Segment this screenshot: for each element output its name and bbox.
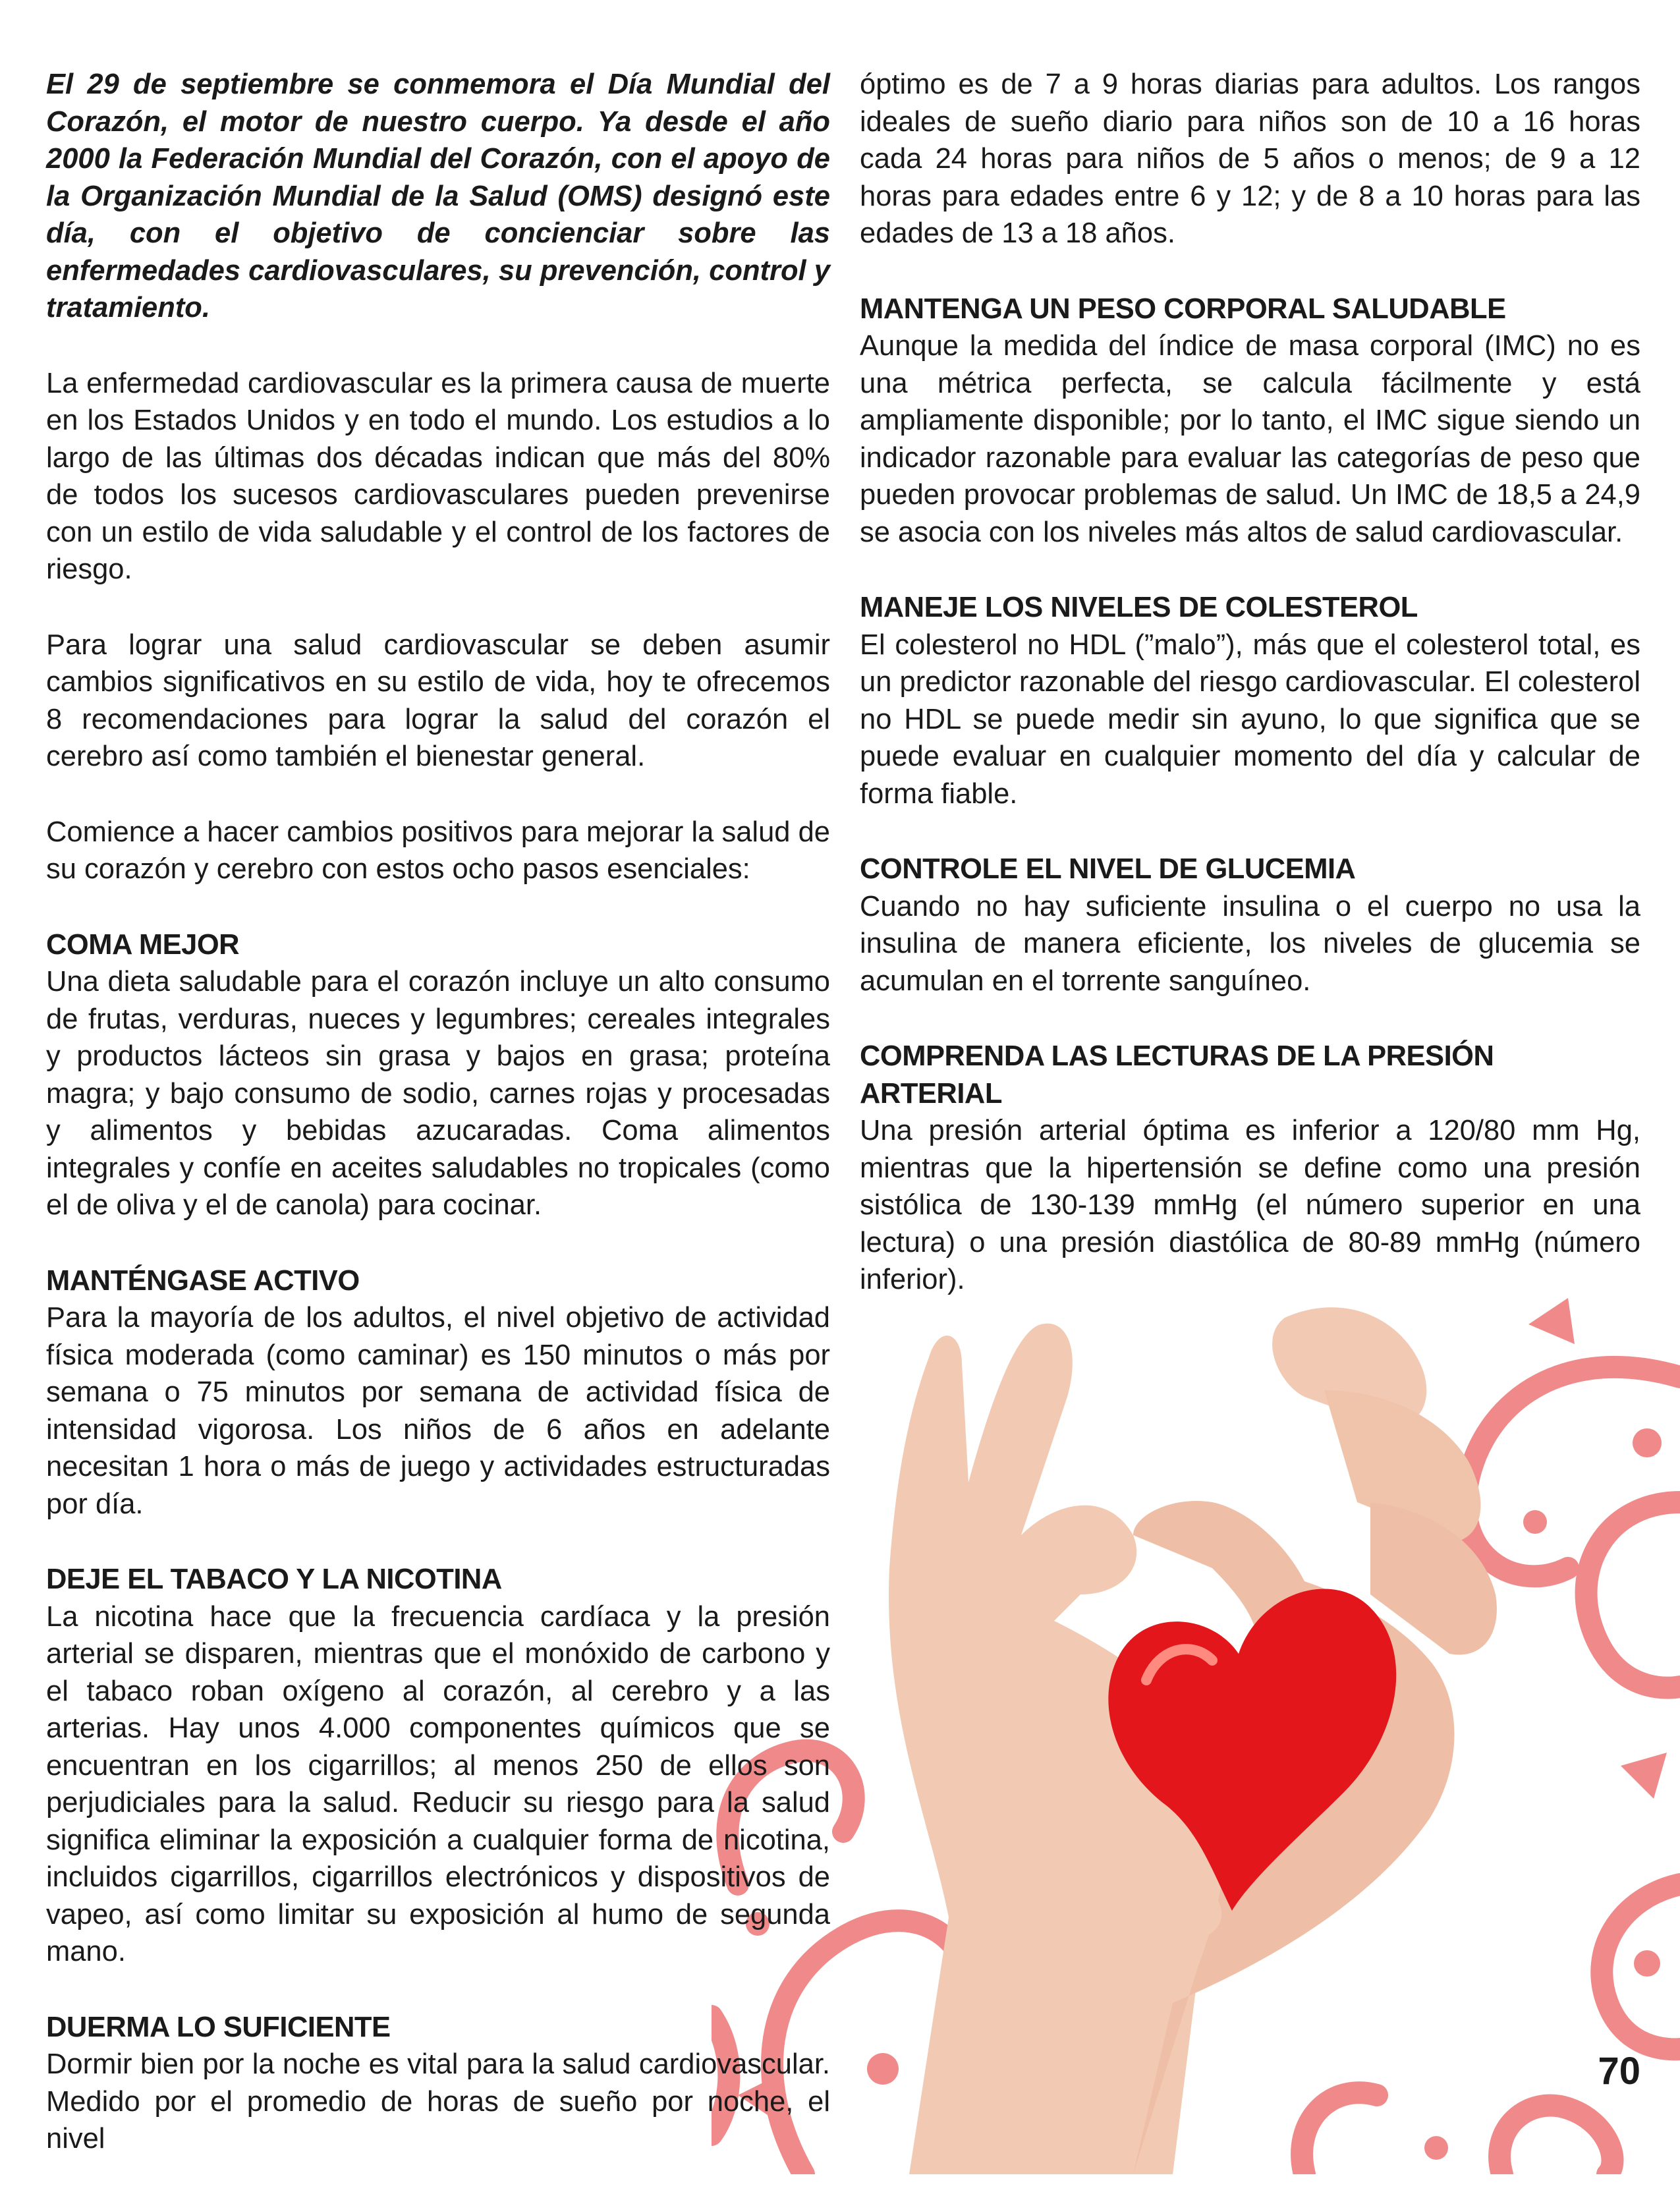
section-body: Para la mayoría de los adultos, el nivel objetivo de actividad física moderada (como caminar) es 150 minutos o más por semana o 75 minutos por semana de actividad física de intensidad vigorosa. Los niños de 6 años en adelante necesitan 1 hora o más de juego y actividades estructuradas por día. (46, 1302, 830, 1520)
section-coma-mejor (46, 926, 830, 1224)
section-mantengase-activo (46, 1262, 830, 1523)
section-body: Una dieta saludable para el corazón incluye un alto consumo de frutas, verduras, nueces y legumbres; cereales integrales y productos lácteos sin grasa y bajos en grasa; proteína magra; y bajo consumo de sodio, carnes rojas y procesadas y alimentos y bebidas azucaradas. Coma alimentos integrales y confíe en aceites saludables no tropicales (como el de oliva y el de canola) para cocinar. (46, 966, 830, 1221)
section-presion-arterial (860, 1038, 1640, 1299)
hands-holding-heart-illustration (712, 1225, 1680, 2174)
section-deje-el-tabaco (46, 1561, 830, 1971)
continuation-paragraph: óptimo es de 7 a 9 horas diarias para adultos. Los rangos ideales de sueño diario para niños son de 10 a 16 horas cada 24 horas para niños de 5 años o menos; de 9 a 12 horas para edades entre 6 y 12; y de 8 a 10 horas para las edades de 13 a 18 años. (860, 69, 1640, 249)
right-column (860, 66, 1640, 1337)
section-body: Aunque la medida del índice de masa corporal (IMC) no es una métrica perfecta, se calcula fácilmente y está ampliamente disponible; por lo tanto, el IMC sigue siendo un indicador razonable para evaluar las categorías de peso que pueden provocar problemas de salud. Un IMC de 18,5 a 24,9 se asocia con los niveles más altos de salud cardiovascular. (860, 330, 1640, 548)
section-colesterol (860, 589, 1640, 812)
intro-paragraph: El 29 de septiembre se conmemora el Día Mundial del Corazón, el motor de nuestro cuerpo. Ya desde el año 2000 la Federación Mundial del Corazón, con el apoyo de la Organización Mundial de la Salud (OMS) designó este día, con el objetivo de concienciar sobre las enfermedades cardiovasculares, su prevención, control y tratamiento. (46, 69, 830, 324)
section-heading: MANEJE LOS NIVELES DE COLESTEROL (860, 592, 1418, 623)
section-body: Una presión arterial óptima es inferior a 120/80 mm Hg, mientras que la hipertensión se define como una presión sistólica de 130-139 mmHg (el número superior en una lectura) o una presión diastólica de 80-89 mmHg (número inferior). (860, 1115, 1640, 1295)
section-heading: MANTENGA UN PESO CORPORAL SALUDABLE (860, 293, 1506, 325)
section-duerma-lo-suficiente (46, 2009, 830, 2158)
section-body: La nicotina hace que la frecuencia cardíaca y la presión arterial se disparen, mientras que el monóxido de carbono y el tabaco roban oxígeno al corazón, al cerebro y a las arterias. Hay unos 4.000 componentes químicos que se encuentran en los cigarrillos; al menos 250 de ellos son perjudiciales para la salud. Reducir su riesgo para la salud significa eliminar la exposición a cualquier forma de nicotina, incluidos cigarrillos, cigarrillos electrónicos y dispositivos de vapeo, así como limitar su exposición al humo de segunda mano. (46, 1600, 830, 1967)
page-number: 70 (1598, 2050, 1640, 2093)
paragraph: Comience a hacer cambios positivos para mejorar la salud de su corazón y cerebro con estos ocho pasos esenciales: (46, 816, 830, 885)
paragraph: La enfermedad cardiovascular es la primera causa de muerte en los Estados Unidos y en todo el mundo. Los estudios a lo largo de las últimas dos décadas indican que más del 80% de todos los sucesos cardiovasculares pueden prevenirse con un estilo de vida saludable y el control de los factores de riesgo. (46, 367, 830, 585)
section-heading: MANTÉNGASE ACTIVO (46, 1264, 360, 1297)
section-body: Dormir bien por la noche es vital para la salud cardiovascular. Medido por el promedio de horas de sueño por noche, el nivel (46, 2048, 830, 2154)
section-heading: COMPRENDA LAS LECTURAS DE LA PRESIÓN ARTERIAL (860, 1040, 1494, 1110)
section-heading: CONTROLE EL NIVEL DE GLUCEMIA (860, 853, 1356, 885)
left-column (46, 66, 830, 2196)
section-heading: COMA MEJOR (46, 928, 240, 961)
section-body: El colesterol no HDL (”malo”), más que el colesterol total, es un predictor razonable del riesgo cardiovascular. El colesterol no HDL se puede medir sin ayuno, lo que significa que se puede evaluar en cualquier momento del día y calcular de forma fiable. (860, 629, 1640, 810)
section-heading: DUERMA LO SUFICIENTE (46, 2011, 391, 2043)
section-glucemia (860, 851, 1640, 999)
section-peso-corporal (860, 291, 1640, 551)
section-heading: DEJE EL TABACO Y LA NICOTINA (46, 1563, 502, 1595)
section-body: Cuando no hay suficiente insulina o el cuerpo no usa la insulina de manera eficiente, los niveles de glucemia se acumulan en el torrente sanguíneo. (860, 890, 1640, 997)
paragraph: Para lograr una salud cardiovascular se deben asumir cambios significativos en su estilo de vida, hoy te ofrecemos 8 recomendaciones para lograr la salud del corazón el cerebro así como también el bienestar general. (46, 629, 830, 772)
